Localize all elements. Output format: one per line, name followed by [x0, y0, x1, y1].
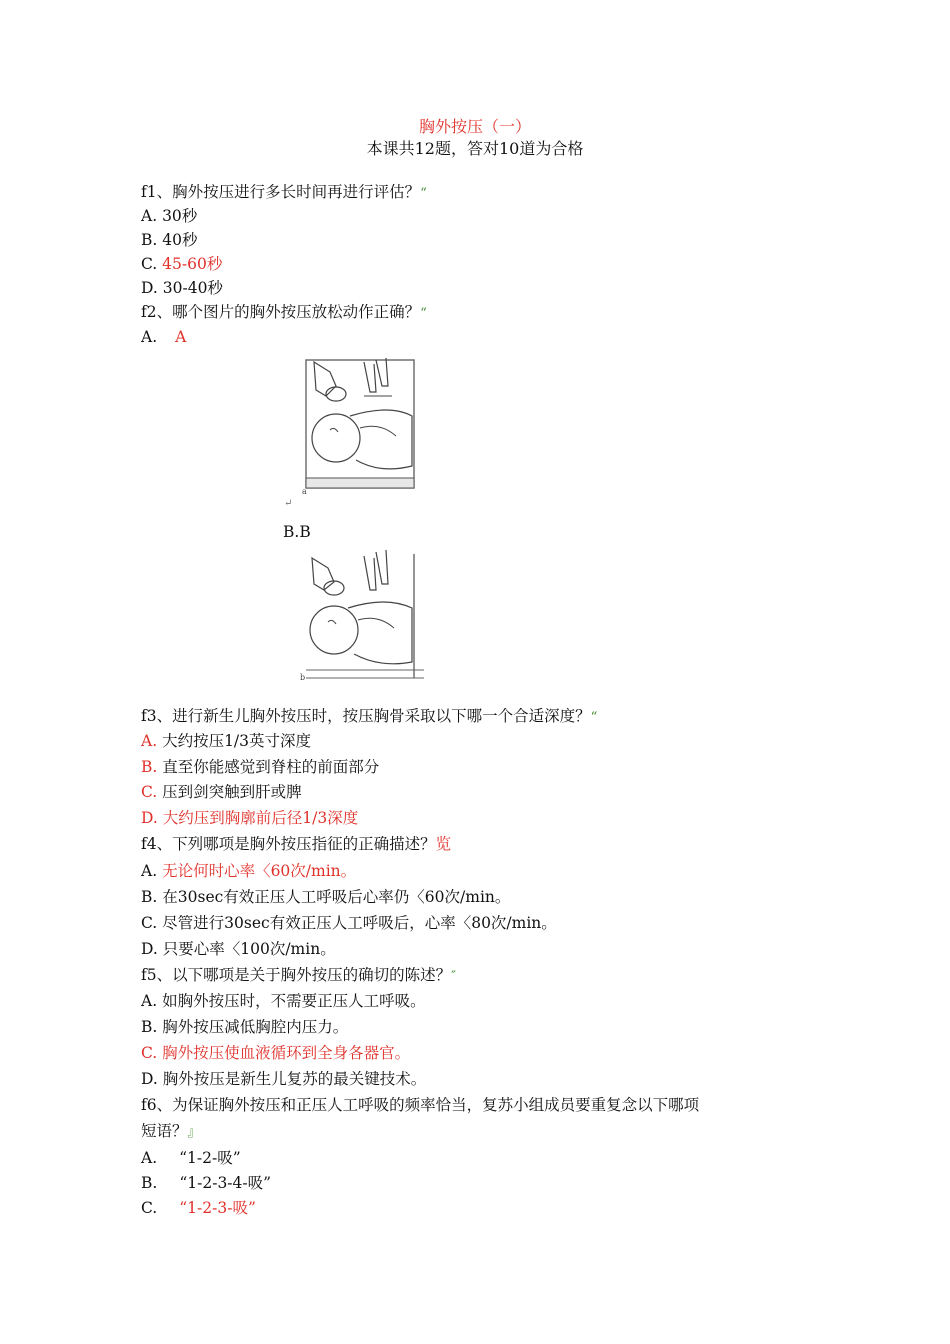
option-prefix: D.	[141, 279, 158, 297]
option-prefix: C.	[141, 783, 158, 801]
option-prefix: A.	[141, 992, 158, 1010]
option-prefix: C.	[141, 1044, 158, 1062]
q2-option-a	[141, 327, 186, 347]
answer-mark: ″	[451, 969, 456, 984]
q5-option-c	[141, 1043, 410, 1063]
option-prefix: B.	[141, 1018, 158, 1036]
option-text-correct: 无论何时心率〈60次/min。	[162, 862, 357, 880]
question-stem: f3、进行新生儿胸外按压时，按压胸骨采取以下哪一个合适深度？	[141, 707, 591, 725]
question-stem: f5、以下哪项是关于胸外按压的确切的陈述？	[141, 966, 452, 984]
q4-option-b	[141, 887, 510, 907]
question-stem-continued: 短语？	[141, 1122, 188, 1140]
option-prefix: C.	[141, 1199, 158, 1217]
option-text: 40秒	[162, 231, 198, 249]
option-text-correct: 胸外按压使血液循环到全身各器官。	[162, 1044, 411, 1062]
option-text-correct: A	[175, 328, 187, 346]
q4-option-d	[141, 939, 336, 959]
answer-mark: 』	[187, 1125, 201, 1140]
q5-option-d	[141, 1069, 426, 1089]
option-prefix: C.	[141, 914, 158, 932]
question-6-continued	[141, 1121, 201, 1143]
option-prefix: A.	[141, 1149, 158, 1167]
q3-option-b	[141, 757, 379, 777]
option-prefix: D.	[141, 809, 158, 827]
option-text: “1-2-3-4-吸”	[179, 1174, 272, 1192]
answer-mark: 览	[435, 835, 452, 853]
q6-option-b	[141, 1173, 271, 1193]
question-5	[141, 965, 456, 987]
answer-mark: “	[420, 306, 427, 321]
question-4	[141, 834, 451, 854]
option-text: 直至你能感觉到脊柱的前面部分	[162, 758, 380, 776]
q1-option-d	[141, 278, 223, 298]
document-subtitle: 本课共12题，答对10道为合格	[366, 139, 584, 158]
option-prefix: A.	[141, 207, 158, 225]
question-stem: f1、胸外按压进行多长时间再进行评估？	[141, 183, 421, 201]
option-prefix: B.	[141, 888, 158, 906]
option-text: 尽管进行30sec有效正压人工呼吸后，心率〈80次/min。	[162, 914, 557, 932]
option-prefix: B.	[141, 1174, 158, 1192]
figure-label: a	[302, 487, 307, 496]
question-2	[141, 302, 427, 324]
option-text: 如胸外按压时，不需要正压人工呼吸。	[162, 992, 426, 1010]
document-title: 胸外按压（一）	[418, 117, 531, 136]
q1-option-c	[141, 254, 222, 274]
q5-option-a	[141, 991, 426, 1011]
option-text: 只要心率〈100次/min。	[162, 940, 336, 958]
option-text: 在30sec有效正压人工呼吸后心率仍〈60次/min。	[162, 888, 511, 906]
answer-mark: “	[590, 710, 598, 725]
question-stem: f6、为保证胸外按压和正压人工呼吸的频率恰当，复苏小组成员要重复念以下哪项	[141, 1096, 700, 1114]
question-6	[141, 1095, 699, 1115]
answer-mark: “	[420, 186, 427, 201]
option-text-correct: “1-2-3-吸”	[179, 1199, 256, 1217]
option-text: 30-40秒	[162, 279, 223, 297]
option-prefix: A.	[141, 328, 158, 346]
q5-option-b	[141, 1017, 348, 1037]
option-prefix: A.	[141, 732, 158, 750]
q3-option-a	[141, 731, 311, 751]
figure-label: b	[300, 673, 306, 682]
q3-option-c	[141, 782, 302, 802]
option-text: 胸外按压是新生儿复苏的最关键技术。	[162, 1070, 427, 1088]
q4-option-a	[141, 861, 356, 881]
option-prefix: D.	[141, 1070, 158, 1088]
option-text-correct: 大约压到胸廓前后径1/3深度	[162, 809, 359, 827]
option-text: “1-2-吸”	[179, 1149, 241, 1167]
figure-b-caption: B.B	[283, 523, 311, 541]
question-stem: f2、哪个图片的胸外按压放松动作正确？	[141, 303, 421, 321]
option-text: 胸外按压减低胸腔内压力。	[162, 1018, 349, 1036]
option-prefix: B.	[141, 758, 158, 776]
q6-option-c	[141, 1198, 256, 1218]
infant-compression-figure-b	[300, 550, 430, 684]
q4-option-c	[141, 913, 557, 933]
option-prefix: C.	[141, 255, 158, 273]
option-text: 压到剑突触到肝或脾	[162, 783, 302, 801]
q3-option-d	[141, 808, 358, 828]
paragraph-mark-icon: ↵	[284, 498, 293, 509]
option-text-correct: 45-60秒	[162, 255, 223, 273]
option-prefix: D.	[141, 940, 158, 958]
q6-option-a	[141, 1148, 241, 1168]
option-text: 大约按压1/3英寸深度	[162, 732, 312, 750]
option-prefix: A.	[141, 862, 158, 880]
question-3	[141, 706, 597, 728]
q1-option-a	[141, 206, 197, 226]
question-1	[141, 182, 427, 204]
q1-option-b	[141, 230, 198, 250]
option-prefix: B.	[141, 231, 158, 249]
infant-compression-figure-a	[300, 356, 420, 496]
question-stem: f4、下列哪项是胸外按压指征的正确描述？	[141, 835, 436, 853]
option-text: 30秒	[162, 207, 198, 225]
